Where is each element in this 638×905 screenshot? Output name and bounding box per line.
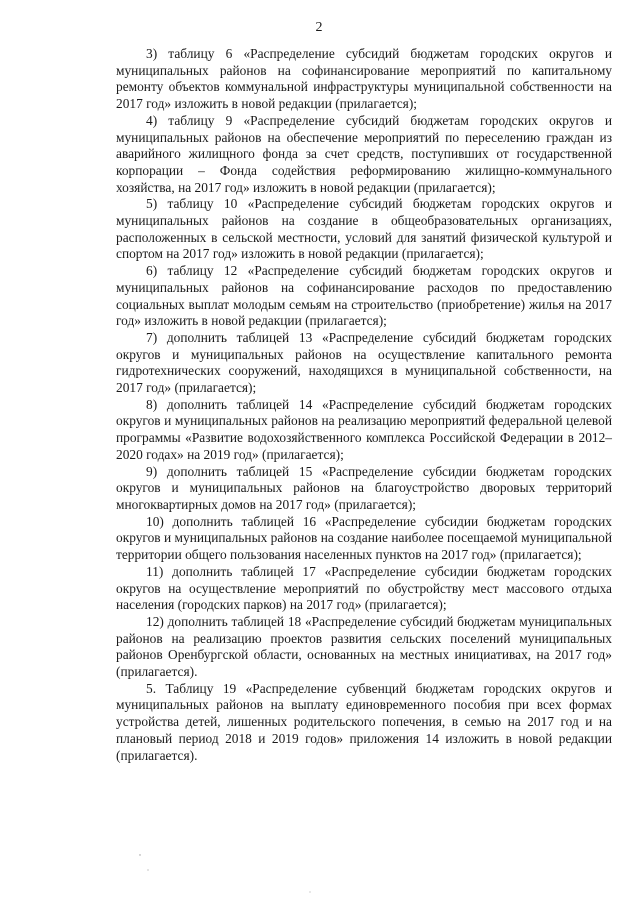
- paragraph-item-6: 6) таблицу 12 «Распределение субсидий бюджетам городских округов и муниципальных районов на софинансирование расходов по предоставлению социальных выплат молодым семьям на строительство (приобретение) жилья на 2017 год» изложить в новой редакции (прилагается);: [116, 263, 612, 329]
- paragraph-item-9: 9) дополнить таблицей 15 «Распределение субсидии бюджетам городских округов и муниципальных районов на благоустройство дворовых территорий многоквартирных домов на 2017 год» (прилагается);: [116, 463, 612, 512]
- scan-speck: [309, 891, 310, 892]
- scan-speck: [147, 869, 148, 870]
- paragraph-item-12: 12) дополнить таблицей 18 «Распределение субсидий бюджетам муниципальных районов на реализацию проектов развития сельских поселений муниципальных районов Оренбургской области, основанных на местных инициативах, на 2017 год» (прилагается).: [116, 613, 612, 680]
- scan-speck: [139, 854, 140, 855]
- paragraph-item-5: 5) таблицу 10 «Распределение субсидий бюджетам городских округов и муниципальных районов на создание в общеобразовательных организациях, расположенных в сельской местности, условий для занятий физической культурой и спортом на 2017 год» изложить в новой редакции (прилагается);: [116, 196, 612, 262]
- paragraph-item-10: 10) дополнить таблицей 16 «Распределение субсидии бюджетам городских округов и муниципальных районов на создание наиболее посещаемой муниципальной территории общего пользования населенных пунктов на 2017 год» (прилагается);: [116, 513, 612, 563]
- paragraph-item-8: 8) дополнить таблицей 14 «Распределение субсидий бюджетам городских округов и муниципальных районов на реализацию мероприятий федеральной целевой программы «Развитие водохозяйственного комплекса Российской Федерации в 2012–2020 годах» на 2019 год» (прилагается);: [116, 396, 612, 462]
- paragraph-item-7: 7) дополнить таблицей 13 «Распределение субсидий бюджетам городских округов и муниципальных районов на осуществление капитального ремонта гидротехнических сооружений, находящихся в муниципальной собственности, на 2017 год» (прилагается);: [116, 329, 612, 396]
- paragraph-item-11: 11) дополнить таблицей 17 «Распределение субсидии бюджетам городских округов на осуществление мероприятий по обустройству мест массового отдыха населения (городских парков) на 2017 год» (прилагается);: [116, 563, 612, 613]
- paragraph-section-5: 5. Таблицу 19 «Распределение субвенций бюджетам городских округов и муниципальных районов на выплату единовременного пособия при всех формах устройства детей, лишенных родительского попечения, в семью на 2017 год и на плановый период 2018 и 2019 годов» приложения 14 изложить в новой редакции (прилагается).: [116, 680, 612, 763]
- paragraph-item-4: 4) таблицу 9 «Распределение субсидий бюджетам городских округов и муниципальных районов на обеспечение мероприятий по переселению граждан из аварийного жилищного фонда за счет средств, поступивших от государственной корпорации – Фонда содействия реформированию жилищно-коммунального хозяйства, на 2017 год» изложить в новой редакции (прилагается);: [116, 112, 612, 195]
- page-number: 2: [315, 20, 323, 35]
- paragraph-item-3: 3) таблицу 6 «Распределение субсидий бюджетам городских округов и муниципальных районов на софинансирование мероприятий по капитальному ремонту объектов коммунальной инфраструктуры муниципальной собственности на 2017 год» изложить в новой редакции (прилагается);: [116, 46, 612, 112]
